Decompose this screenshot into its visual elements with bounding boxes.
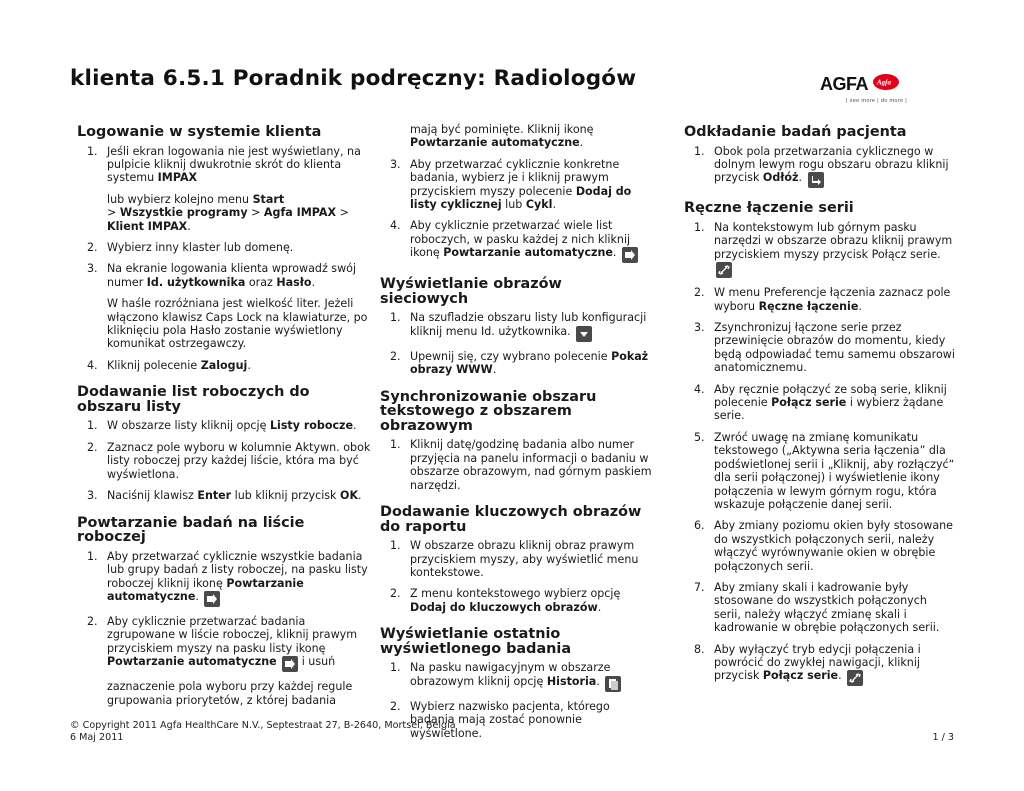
list-item: 7. Aby zmiany skali i kadrowanie były stosowane do wszystkich połączonych serii, należy włączyć zmianę skali i kadrowanie w obrębie połączonych serii. — [694, 580, 940, 635]
list-item: 1. Jeśli ekran logowania nie jest wyświetlany, na pulpicie kliknij dwukrotnie skrót do klienta systemu IMPAX lub wybierz kolejno menu Start > Wszystkie programy > Agfa IMPAX > Klient IMPAX. — [87, 144, 361, 233]
item-number: 2. — [87, 241, 98, 255]
list-item: 4. Aby ręcznie połączyć ze sobą serie, kliknij polecenie Połącz serie i wybierz żądane serie. — [694, 382, 947, 423]
item-number: 1. — [390, 438, 401, 452]
section-title: Powtarzanie badań na liście roboczej — [77, 514, 305, 546]
page-number: 1 / 3 — [932, 732, 954, 743]
link-series-icon[interactable] — [847, 670, 863, 686]
list-item: 1. Na pasku nawigacyjnym w obszarze obrazowym kliknij opcję Historia. — [380, 661, 652, 691]
section-kluczowe-obrazy — [380, 505, 652, 614]
item-number: 3. — [87, 489, 98, 503]
section-title: Ręczne łączenie serii — [684, 200, 854, 217]
section-logowanie — [77, 125, 375, 372]
footer — [70, 720, 456, 744]
item-number: 7. — [694, 580, 705, 594]
list-item: 2. Z menu kontekstowego wybierz opcję Dodaj do kluczowych obrazów. — [390, 587, 621, 614]
item-number: 2. — [390, 587, 401, 601]
list-item: 1. W obszarze obrazu kliknij obraz prawym przyciskiem myszy, aby wyświetlić menu kontekstowe. — [390, 539, 639, 580]
item-number: 4. — [87, 358, 98, 372]
postpone-icon[interactable] — [808, 172, 824, 188]
list-item: 1. Aby przetwarzać cyklicznie wszystkie badania lub grupy badań z listy roboczej, na pasku listy roboczej kliknij ikonę Powtarzanie automatyczne. — [77, 550, 375, 607]
auto-repeat-icon[interactable] — [204, 591, 220, 607]
list-item: 2. W menu Preferencje łączenia zaznacz pole wyboru Ręczne łączenie. — [694, 286, 951, 313]
link-series-icon[interactable] — [716, 262, 732, 278]
list-item: 1. Obok pola przetwarzania cyklicznego w dolnym lewym rogu obszaru obrazu kliknij przycisk Odłóż. — [684, 145, 956, 189]
item-number: 4. — [694, 382, 705, 396]
column-1 — [77, 125, 375, 720]
item-number: 1. — [694, 221, 705, 234]
item-number: 4. — [390, 219, 401, 233]
list-item: 2. Zaznacz pole wyboru w kolumnie Aktywn. obok listy roboczej przy każdej liście, która ma być wyświetlona. — [87, 440, 371, 481]
section-synchronizowanie — [380, 390, 652, 492]
section-listy-robocze — [77, 385, 375, 502]
section-title: Dodawanie kluczowych obrazów do raportu — [380, 504, 642, 535]
section-laczenie-serii — [684, 201, 956, 686]
list-item: 2. Wybierz inny klaster lub domenę. — [87, 241, 294, 255]
logo-tagline: | see more | do more | — [846, 98, 908, 104]
section-obrazy-sieciowe — [380, 277, 652, 376]
item-number: 1. — [390, 539, 401, 553]
item-number: 3. — [87, 262, 98, 276]
item-number: 1. — [87, 549, 98, 563]
auto-repeat-icon[interactable] — [622, 247, 638, 263]
item-number: 1. — [694, 144, 705, 158]
item-number: 8. — [694, 642, 705, 656]
list-item: 8. Aby wyłączyć tryb edycji połączenia i powrócić do zwykłej nawigacji, kliknij przycisk Połącz serie. — [684, 643, 956, 687]
item-number: 3. — [390, 157, 401, 171]
list-item: 2. Wybierz nazwisko pacjenta, którego badania mają zostać ponownie wyświetlone. — [390, 699, 610, 740]
list-item: 5. Zwróć uwagę na zmianę komunikatu tekstowego („Aktywna seria łączenia” dla podświetlonej serii i „Kliknij, aby rozłączyć“ dla serii połączonej) i wyświetlenie ikony połączenia w lewym górnym rogu, która wskazuje połączenie danej serii. — [694, 430, 955, 511]
logo-script: Agfa — [877, 78, 891, 87]
item-number: 1. — [87, 144, 98, 158]
section-title: Logowanie w systemie klienta — [77, 124, 322, 140]
item-number: 2. — [694, 286, 705, 300]
column-3 — [684, 125, 956, 699]
list-item: 3. Zsynchronizuj łączone serie przez przewinięcie obrazów do momentu, kiedy będą odpowiadać temu samemu obszarowi anatomicznemu. — [694, 321, 955, 375]
footer-date: 6 Maj 2011 — [70, 732, 124, 743]
item-number: 2. — [390, 699, 401, 713]
section-odkladanie — [684, 125, 956, 188]
item-number: 6. — [694, 519, 705, 533]
list-item: 1. W obszarze listy kliknij opcję Listy robocze. — [87, 419, 357, 433]
page-title: klienta 6.5.1 Poradnik podręczny: Radiologów — [70, 66, 637, 91]
list-item: 3. Aby przetwarzać cyklicznie konkretne badania, wybierz je i kliknij prawym przyciskiem myszy polecenie Dodaj do listy cyklicznej lub Cykl. — [390, 157, 632, 212]
agfa-logo — [820, 72, 930, 106]
list-item: 4. Kliknij polecenie Zaloguj. — [87, 358, 251, 372]
list-item: 4. Aby cyklicznie przetwarzać wiele list roboczych, w pasku każdej z nich kliknij ikonę Powtarzanie automatyczne. — [380, 219, 652, 263]
list-item: 3. Naciśnij klawisz Enter lub kliknij przycisk OK. — [87, 489, 362, 503]
section-title: Synchronizowanie obszaru tekstowego z obszarem obrazowym — [380, 388, 597, 434]
history-icon[interactable] — [605, 676, 621, 692]
item-number: 1. — [390, 311, 401, 325]
list-item: 3. Na ekranie logowania klienta wprowadź swój numer Id. użytkownika oraz Hasło. W haśle rozróżniana jest wielkość liter. Jeżeli włączono klawisz Caps Lock na klawiaturze, po kliknięciu pola Hasło zostanie wyświetlony komunikat ostrzegawczy. — [87, 262, 368, 351]
dropdown-arrow-icon[interactable] — [576, 326, 592, 342]
logo-brand: AGFA — [820, 74, 869, 94]
list-item: 1. Na szufladzie obszaru listy lub konfiguracji kliknij menu Id. użytkownika. — [380, 311, 652, 341]
section-title: Odkładanie badań pacjenta — [684, 124, 907, 140]
section-title: Wyświetlanie ostatnio wyświetlonego badania — [380, 626, 572, 657]
item-number: 3. — [694, 321, 705, 335]
list-item: 2. Upewnij się, czy wybrano polecenie Pokaż obrazy WWW. — [390, 349, 649, 377]
item-number: 5. — [694, 430, 705, 444]
section-title: Wyświetlanie obrazów sieciowych — [380, 276, 562, 307]
list-item: 2. Aby cyklicznie przetwarzać badania zgrupowane w liście roboczej, kliknij prawym przyciskiem myszy na pasku listy ikonę Powtarzanie automatyczne i usuń zaznaczenie pola wyboru przy każdej regule grupowania priorytetów, z której badania — [87, 614, 358, 707]
section-powtarzanie — [77, 516, 375, 707]
column-2: mają być pominięte. Kliknij ikonę Powtarzanie automatyczne. 3. Aby przetwarzać cyklicznie konkretne badania, wybierz je i kliknij prawym przyciskiem myszy polecenie Dodaj do listy cyklicznej lub Cykl. 4. Aby cyklicznie przetwarzać wiele list roboczych, w pasku każdej z nich kliknij ikonę Powtarzanie automatyczne. Wyświetlanie obrazów sieciowych 1. Na szufladzie obszaru listy lub konfiguracji kliknij menu Id. użytkownika. 2. Upewnij się, czy wybrano polecenie Pokaż obrazy WWW. Synchronizowanie obszaru tekstowego z obszarem obrazowym 1. Kliknij datę/godzinę badania albo numer przyjęcia na panelu informacji o badaniu w obszarze obrazowym, nad górnym paskiem narzędzi. Dodawanie kluczowych obrazów do raportu 1. W obszarze obrazu kliknij obraz prawym przyciskiem myszy, aby wyświetlić menu kontekstowe. 2. Z menu kontekstowego wybierz opcję Dodaj do kluczowych obrazów. Wyświetlanie ostatnio wyświetlonego badania 1. Na pasku nawigacyjnym w obszarze obrazowym kliknij opcję Historia. 2. Wybierz nazwisko pacjenta, którego badania mają zostać ponownie wyświetlone. — [380, 123, 652, 740]
section-title: Dodawanie list roboczych do obszaru listy — [77, 384, 310, 415]
list-item: 6. Aby zmiany poziomu okien były stosowane do wszystkich połączonych serii, należy włączyć wyrównywanie okien w obrębie połączonych serii. — [694, 519, 953, 573]
item-number: 2. — [87, 614, 98, 628]
item-number: 2. — [390, 349, 401, 363]
list-item: 1. Kliknij datę/godzinę badania albo numer przyjęcia na panelu informacji o badaniu w obszarze obrazowym, nad górnym paskiem narzędzi. — [390, 438, 652, 492]
auto-repeat-icon[interactable] — [282, 656, 298, 672]
item-number: 1. — [87, 419, 98, 433]
item-number: 2. — [87, 440, 98, 454]
item-number: 1. — [390, 661, 401, 675]
copyright: © Copyright 2011 Agfa HealthCare N.V., Septestraat 27, B-2640, Mortsel, Belgia — [70, 720, 456, 731]
list-item: 1. Na kontekstowym lub górnym pasku narzędzi w obszarze obrazu kliknij prawym przyciskiem myszy przycisk Połącz serie. — [684, 221, 956, 278]
